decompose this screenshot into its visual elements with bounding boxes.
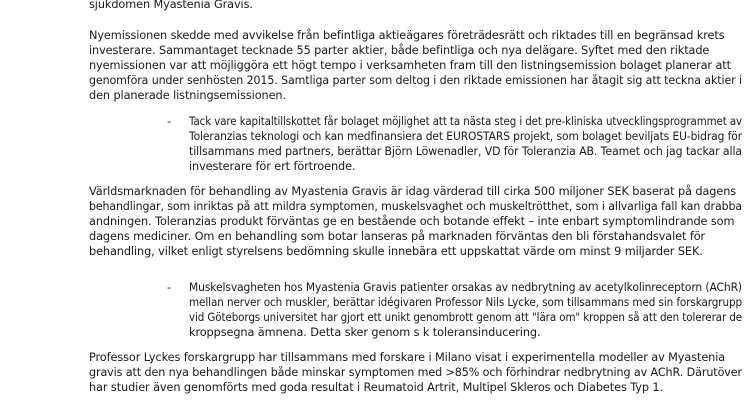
text-line: Muskelsvagheten hos Myastenia Gravis patienter orsakas av nedbrytning av acetylkolinreceptorn (AChR) xyxy=(189,281,743,294)
text-line: dagens mediciner. Om en behandling som botar lanseras på marknaden förväntas den bli förstahandsvalet för xyxy=(89,230,706,243)
text-line: behandling, vilket enligt styrelsens bedömning skulle innebära ett uppskattat värde om minst 9 miljarder SEK. xyxy=(89,245,703,258)
text-line: den planerade listningsemissionen. xyxy=(89,89,286,102)
text-line: nyemissionen var att möjliggöra ett högt tempo i verksamheten fram till den listningsemission bolaget planerar att xyxy=(89,59,731,72)
bullet-dash: - xyxy=(167,281,172,294)
text-line: mellan nerver och muskler, berättar idégivaren Professor Nils Lycke, som tillsammans med sin forskargrupp xyxy=(189,296,742,309)
text-line: har studier även genomförts med goda resultat i Reumatoid Artrit, Multipel Skleros och Diabetes Typ 1. xyxy=(89,381,663,394)
text-line: Professor Lyckes forskargrupp har tillsammans med forskare i Milano visat i experimentella modeller av Myastenia xyxy=(89,351,726,364)
text-line: andningen. Toleranzias produkt förväntas ge en bestående och botande effekt – inte enbart symptomlindrande som xyxy=(89,215,735,228)
text-line: gravis att den nya behandlingen både minskar symptomen med >85% och förhindrar nedbrytning av AChR. Därutöver xyxy=(89,366,743,379)
text-line: Världsmarknaden för behandling av Myastenia Gravis är idag värderad till cirka 500 miljoner SEK baserat på dagens xyxy=(89,185,737,198)
text-line: kroppsegna ämnena. Detta sker genom s k toleransinducering. xyxy=(189,326,541,339)
text-line: behandlingar, som inriktas på att mildra symptomen, muskelsvaghet och muskeltrötthet, som i allvarliga fall kan drabba xyxy=(89,200,742,213)
bullet-dash: - xyxy=(167,115,172,128)
text-line: vid Göteborgs universitet har gjort ett unikt genombrott genom att "lära om" kroppen så att den tolererar de xyxy=(189,311,743,324)
text-line: Toleranzias teknologi och kan medfinansiera det EUROSTARS projekt, som bolaget beviljats EU-bidrag för xyxy=(189,130,743,143)
text-line: tillsammans med partners, berättar Björn Löwenadler, VD för Toleranzia AB. Teamet och jag tackar alla xyxy=(189,145,743,158)
text-line: Nyemissionen skedde med avvikelse från befintliga aktieägares företrädesrätt och riktades till en begränsad krets xyxy=(89,29,725,42)
text-line: investerare. Sammantaget tecknade 55 parter aktier, både befintliga och nya delägare. Syftet med den riktade xyxy=(89,44,710,57)
text-line: sjukdomen Myastenia Gravis. xyxy=(89,0,253,11)
text-line: investerare för ert förtroende. xyxy=(189,160,356,173)
text-line: Tack vare kapitaltillskottet får bolaget möjlighet att ta nästa steg i det pre-kliniska utvecklingsprogrammet av xyxy=(189,115,743,128)
text-line: genomföra under senhösten 2015. Samtliga parter som deltog i den riktade emissionen har åtagit sig att teckna aktier i xyxy=(89,74,742,87)
